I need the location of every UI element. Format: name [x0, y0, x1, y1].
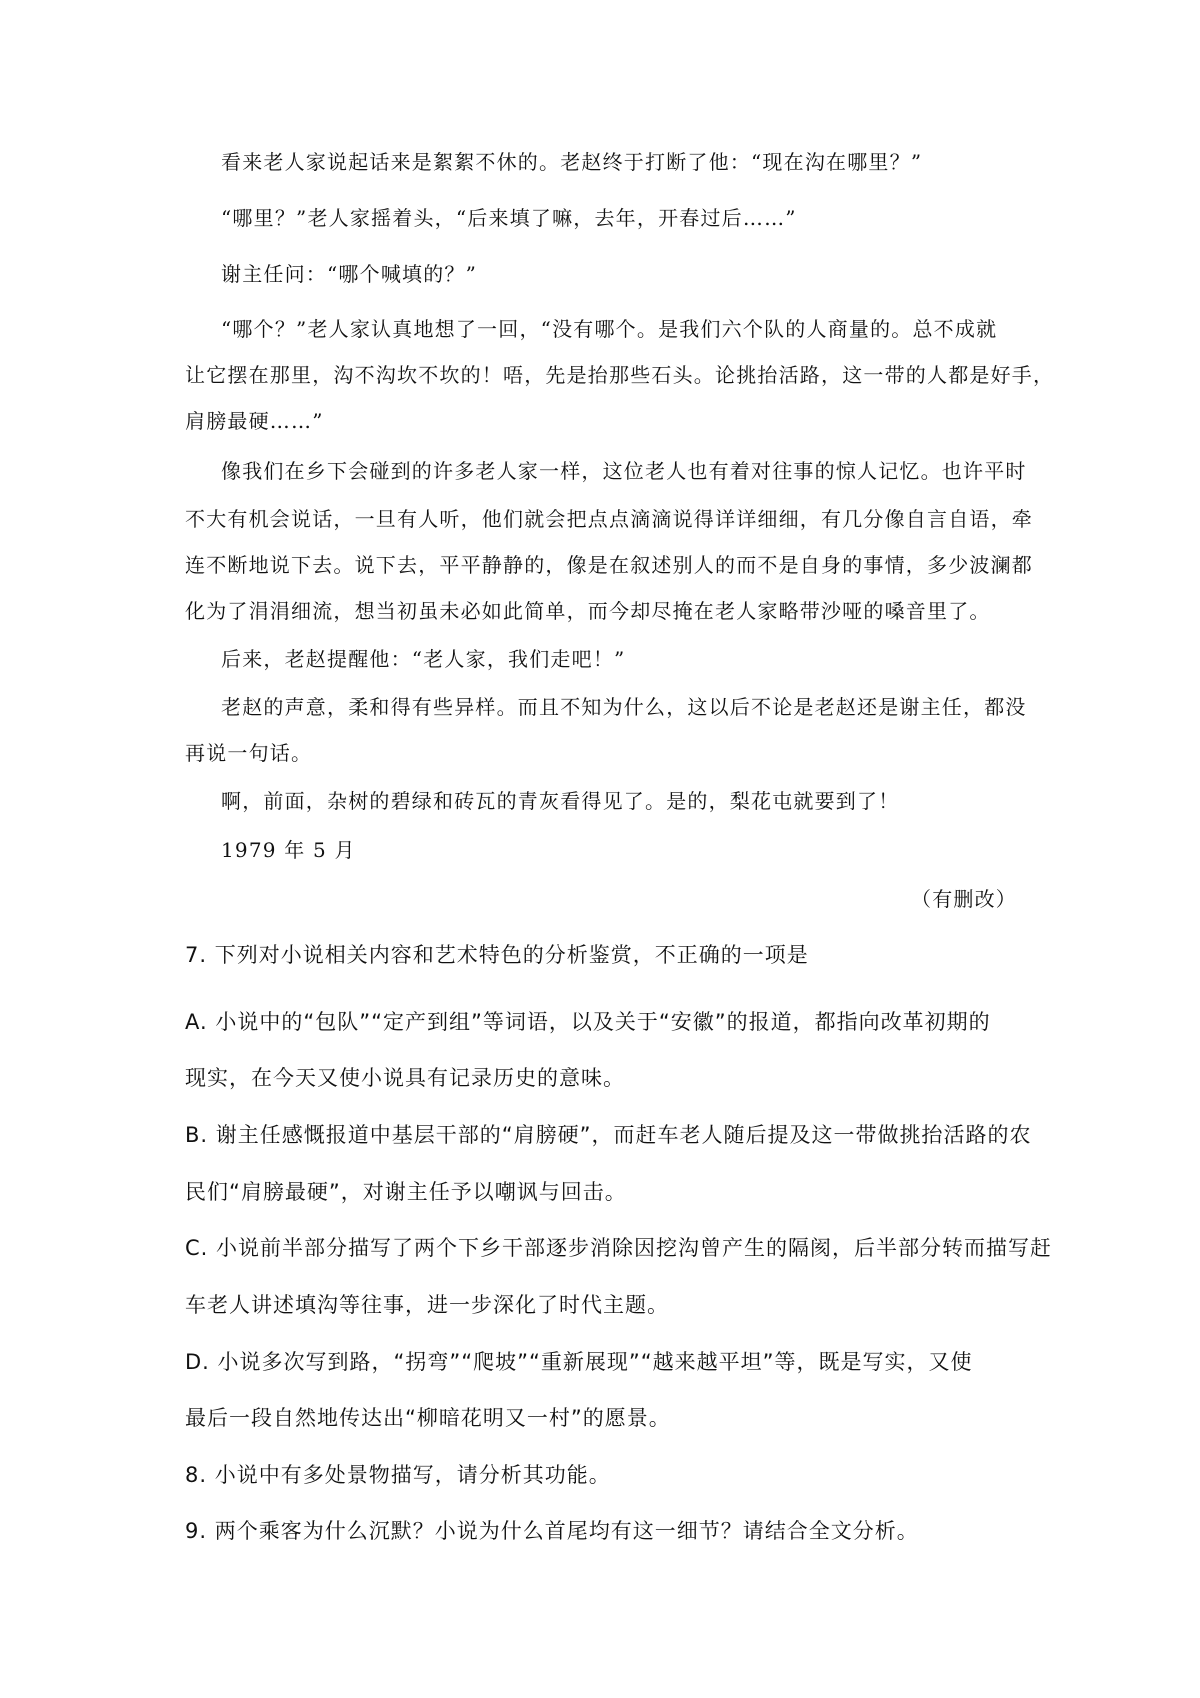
passage-p6: 后来，老赵提醒他：“老人家，我们走吧！”: [221, 647, 626, 671]
passage-p8: 啊，前面，杂树的碧绿和砖瓦的青灰看得见了。是的，梨花屯就要到了！: [221, 789, 900, 813]
question-7: 7. 下列对小说相关内容和艺术特色的分析鉴赏，不正确的一项是: [185, 943, 809, 967]
passage-p5-line1: 像我们在乡下会碰到的许多老人家一样，这位老人也有着对往事的惊人记忆。也许平时: [221, 459, 1027, 483]
question-8: 8. 小说中有多处景物描写，请分析其功能。: [185, 1463, 611, 1487]
option-c-line2: 车老人讲述填沟等往事，进一步深化了时代主题。: [185, 1293, 669, 1317]
question-9: 9. 两个乘客为什么沉默？小说为什么首尾均有这一细节？请结合全文分析。: [185, 1519, 919, 1543]
passage-date: 1979 年 5 月: [221, 838, 356, 862]
passage-edit-note: （有删改）: [911, 887, 1017, 911]
option-c-line1: C. 小说前半部分描写了两个下乡干部逐步消除因挖沟曾产生的隔阂，后半部分转而描写赶: [185, 1236, 1053, 1260]
passage-p5-line2: 不大有机会说话，一旦有人听，他们就会把点点滴滴说得详详细细，有几分像自言自语，牵: [185, 507, 1033, 531]
option-b-line1: B. 谢主任感慨报道中基层干部的“肩膀硬”，而赶车老人随后提及这一带做挑抬活路的农: [185, 1123, 1032, 1147]
option-b-line2: 民们“肩膀最硬”，对谢主任予以嘲讽与回击。: [185, 1180, 627, 1204]
passage-p5-line3: 连不断地说下去。说下去，平平静静的，像是在叙述别人的而不是自身的事情，多少波澜都: [185, 553, 1033, 577]
passage-p3: 谢主任问：“哪个喊填的？”: [221, 262, 478, 286]
passage-p1: 看来老人家说起话来是絮絮不休的。老赵终于打断了他：“现在沟在哪里？”: [221, 150, 923, 174]
passage-p5-line4: 化为了涓涓细流，想当初虽未必如此简单，而今却尽掩在老人家略带沙哑的嗓音里了。: [185, 599, 991, 623]
passage-p2: “哪里？”老人家摇着头，“后来填了嘛，去年，开春过后……”: [221, 206, 797, 230]
passage-p7-line2: 再说一句话。: [185, 741, 313, 765]
passage-p4-line3: 肩膀最硬……”: [185, 409, 324, 433]
passage-p4-line1: “哪个？”老人家认真地想了一回，“没有哪个。是我们六个队的人商量的。总不成就: [221, 317, 998, 341]
option-a-line1: A. 小说中的“包队”“定产到组”等词语，以及关于“安徽”的报道，都指向改革初期的: [185, 1010, 991, 1034]
option-a-line2: 现实，在今天又使小说具有记录历史的意味。: [185, 1066, 625, 1090]
option-d-line2: 最后一段自然地传达出“柳暗花明又一村”的愿景。: [185, 1406, 671, 1430]
option-d-line1: D. 小说多次写到路，“拐弯”“爬坡”“重新展现”“越来越平坦”等，既是写实，又使: [185, 1350, 973, 1374]
passage-p4-line2: 让它摆在那里，沟不沟坎不坎的！唔，先是抬那些石头。论挑抬活路，这一带的人都是好手，: [185, 363, 1055, 387]
passage-p7-line1: 老赵的声意，柔和得有些异样。而且不知为什么，这以后不论是老赵还是谢主任，都没: [221, 695, 1027, 719]
